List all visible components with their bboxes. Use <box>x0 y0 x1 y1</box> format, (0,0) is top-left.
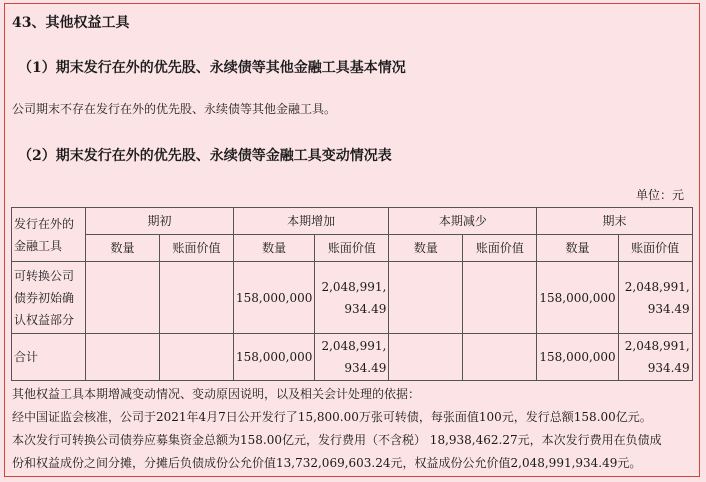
footer-line: 份和权益成份之间分摊，分摊后负债成份公允价值13,732,069,603.24元，权益成份公允价值2,048,991,934.49元。 <box>12 456 642 470</box>
change-table <box>11 207 693 381</box>
footer-line: 本次发行可转换公司债券应募集资金总额为158.00亿元，发行费用（不含税） 18,938,462.27元，本次发行费用在负债成 <box>12 433 662 447</box>
subheader-value: 账面价值 <box>463 235 537 262</box>
decrease-value-cell <box>463 262 537 334</box>
subsection-2-title: （2）期末发行在外的优先股、永续债等金融工具变动情况表 <box>18 148 392 164</box>
subheader-value: 账面价值 <box>315 235 389 262</box>
increase-value-cell: 2,048,991,934.49 <box>315 262 389 334</box>
begin-qty-cell <box>86 262 160 334</box>
table-row <box>12 262 693 334</box>
increase-qty-cell: 158,000,000 <box>234 334 315 381</box>
increase-value-cell: 2,048,991,934.49 <box>315 334 389 381</box>
table-row <box>12 334 693 381</box>
decrease-qty-cell <box>389 262 463 334</box>
decrease-value-cell <box>463 334 537 381</box>
header-end: 期末 <box>537 208 692 235</box>
subsection-1-title: （1）期末发行在外的优先股、永续债等其他金融工具基本情况 <box>18 60 406 76</box>
header-increase: 本期增加 <box>234 208 389 235</box>
decrease-qty-cell <box>389 334 463 381</box>
subsection-1-text: 公司期末不存在发行在外的优先股、永续债等其他金融工具。 <box>12 102 337 116</box>
begin-value-cell <box>160 262 234 334</box>
end-qty-cell: 158,000,000 <box>537 334 618 381</box>
footer-line: 其他权益工具本期增减变动情况、变动原因说明，以及相关会计处理的依据： <box>12 387 421 401</box>
end-value-cell: 2,048,991,934.49 <box>618 334 692 381</box>
begin-qty-cell <box>86 334 160 381</box>
end-qty-cell: 158,000,000 <box>537 262 618 334</box>
row-label: 可转换公司债券初始确认权益部分 <box>12 262 86 334</box>
unit-label: 单位：元 <box>635 188 684 202</box>
subheader-value: 账面价值 <box>618 235 692 262</box>
increase-qty-cell: 158,000,000 <box>234 262 315 334</box>
header-begin: 期初 <box>86 208 234 235</box>
footer-line: 经中国证监会核准，公司于2021年4月7日公开发行了15,800.00万张可转债，每张面值100元，发行总额158.00亿元。 <box>12 410 652 424</box>
begin-value-cell <box>160 334 234 381</box>
subheader-qty: 数量 <box>389 235 463 262</box>
subheader-qty: 数量 <box>537 235 618 262</box>
section-title: 43、其他权益工具 <box>12 15 130 31</box>
header-decrease: 本期减少 <box>389 208 537 235</box>
header-instrument: 发行在外的金融工具 <box>12 208 86 262</box>
subheader-qty: 数量 <box>234 235 315 262</box>
subheader-qty: 数量 <box>86 235 160 262</box>
subheader-value: 账面价值 <box>160 235 234 262</box>
row-label: 合计 <box>12 334 86 381</box>
end-value-cell: 2,048,991,934.49 <box>618 262 692 334</box>
